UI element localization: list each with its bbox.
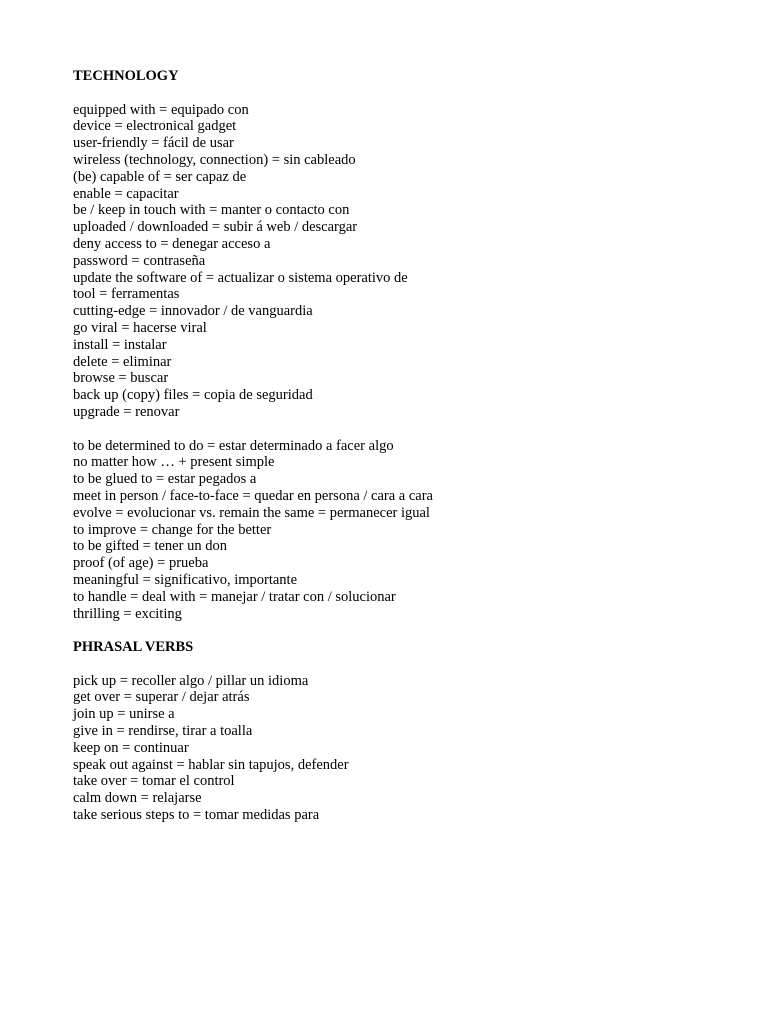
list-item: back up (copy) files = copia de seguridad (73, 387, 313, 404)
list-item: deny access to = denegar acceso a (73, 235, 271, 252)
list-item: to be determined to do = estar determinado a facer algo (73, 437, 394, 454)
vocabulary-list-technology-2 (73, 438, 733, 623)
list-item: take over = tomar el control (73, 773, 235, 790)
vocabulary-list-technology-1 (73, 102, 733, 421)
list-item: wireless (technology, connection) = sin cableado (73, 151, 356, 168)
spacer (73, 85, 733, 102)
list-item: calm down = relajarse (73, 790, 202, 807)
list-item: delete = eliminar (73, 353, 172, 370)
list-item: user-friendly = fácil de usar (73, 135, 234, 152)
list-item: upgrade = renovar (73, 403, 180, 420)
list-item: pick up = recoller algo / pillar un idioma (73, 672, 309, 689)
list-item: to be gifted = tener un don (73, 538, 227, 555)
list-item: be / keep in touch with = manter o contacto con (73, 202, 350, 219)
list-item: browse = buscar (73, 370, 169, 387)
list-item: take serious steps to = tomar medidas para (73, 807, 320, 824)
list-item: no matter how … + present simple (73, 454, 275, 471)
list-item: cutting-edge = innovador / de vanguardia (73, 303, 313, 320)
list-item: to be glued to = estar pegados a (73, 471, 257, 488)
list-item: device = electronical gadget (73, 118, 237, 135)
list-item: uploaded / downloaded = subir á web / descargar (73, 219, 358, 236)
list-item: install = instalar (73, 336, 167, 353)
list-item: proof (of age) = prueba (73, 555, 209, 572)
spacer (73, 421, 733, 438)
section-heading-phrasal-verbs: PHRASAL VERBS (73, 639, 194, 656)
list-item: keep on = continuar (73, 739, 189, 756)
list-item: meaningful = significativo, importante (73, 571, 298, 588)
list-item: join up = unirse a (73, 706, 175, 723)
section-heading-technology: TECHNOLOGY (73, 68, 179, 84)
list-item: to improve = change for the better (73, 521, 272, 538)
list-item: give in = rendirse, tirar a toalla (73, 723, 253, 740)
spacer (73, 656, 733, 673)
list-item: get over = superar / dejar atrás (73, 689, 250, 706)
list-item: to handle = deal with = manejar / tratar con / solucionar (73, 588, 396, 605)
list-item: meet in person / face-to-face = quedar en persona / cara a cara (73, 487, 433, 504)
list-item: equipped with = equipado con (73, 101, 249, 118)
document-page (73, 68, 733, 824)
list-item: password = contraseña (73, 252, 206, 269)
vocabulary-list-phrasal-verbs (73, 673, 733, 824)
list-item: tool = ferramentas (73, 286, 180, 303)
spacer (73, 622, 733, 639)
list-item: thrilling = exciting (73, 605, 182, 622)
list-item: evolve = evolucionar vs. remain the same = permanecer igual (73, 504, 430, 521)
list-item: go viral = hacerse viral (73, 319, 207, 336)
list-item: speak out against = hablar sin tapujos, defender (73, 756, 349, 773)
list-item: enable = capacitar (73, 185, 179, 202)
list-item: update the software of = actualizar o sistema operativo de (73, 269, 408, 286)
list-item: (be) capable of = ser capaz de (73, 168, 247, 185)
